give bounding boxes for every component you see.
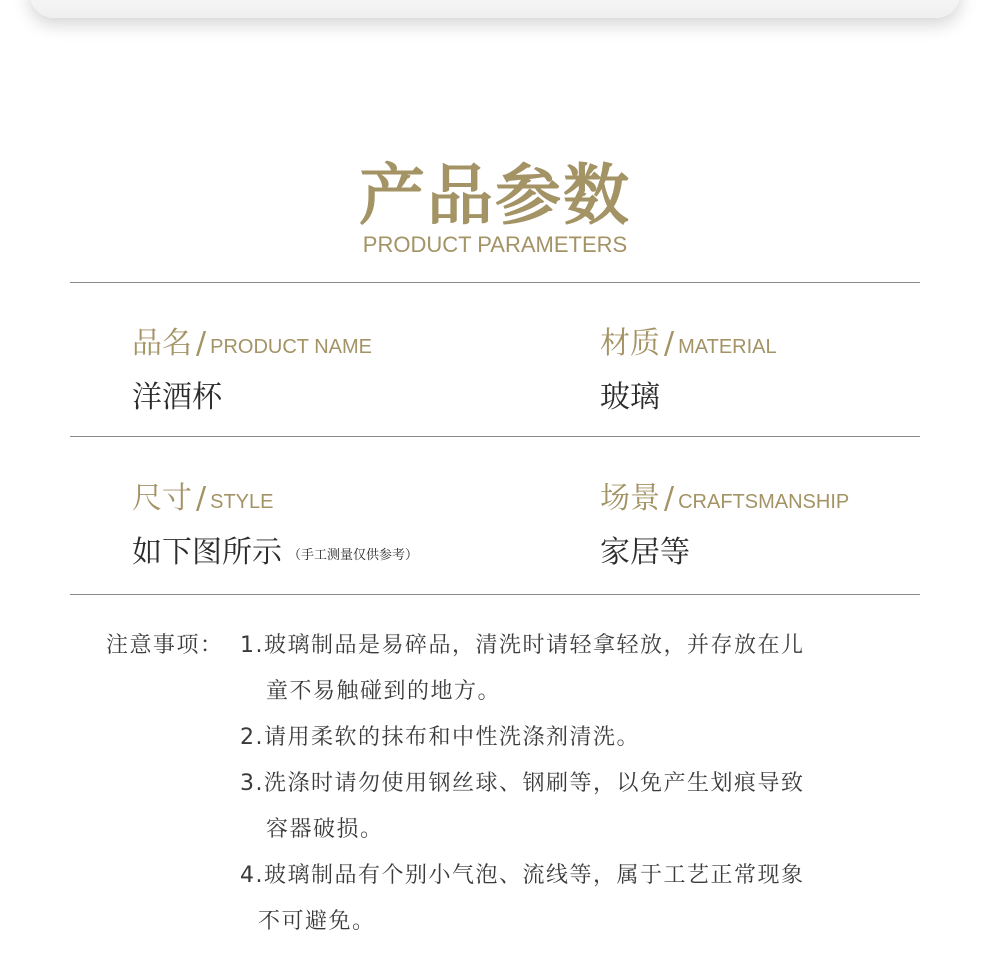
note-line: 4.玻璃制品有个别小气泡、流线等，属于工艺正常现象	[240, 863, 805, 888]
note-line: 3.洗涤时请勿使用钢丝球、钢刷等，以免产生划痕导致	[240, 771, 805, 796]
param-label	[132, 473, 418, 517]
label-en: MATERIAL	[678, 336, 777, 358]
label-cn: 材质	[600, 326, 660, 361]
label-cn: 尺寸	[132, 481, 192, 516]
param-value: 洋酒杯	[132, 380, 222, 415]
note-line: 1.玻璃制品是易碎品，清洗时请轻拿轻放，并存放在儿	[240, 633, 805, 658]
note-line: 2.请用柔软的抹布和中性洗涤剂清洗。	[240, 725, 640, 750]
param-value	[132, 527, 418, 571]
param-label	[132, 318, 372, 362]
label-slash: /	[196, 326, 207, 361]
param-material	[600, 318, 777, 416]
note-line: 童不易触碰到的地方。	[266, 679, 502, 704]
page-title: 产品参数	[359, 157, 631, 234]
param-scene	[600, 473, 849, 571]
top-panel-shadow	[30, 0, 960, 18]
label-en: CRAFTSMANSHIP	[678, 491, 850, 513]
label-en: STYLE	[210, 491, 274, 513]
param-label	[600, 318, 777, 362]
divider-bottom	[70, 594, 920, 595]
param-value: 玻璃	[600, 380, 660, 415]
value-note: （手工测量仅供参考）	[288, 548, 419, 563]
label-cn: 品名	[132, 326, 192, 361]
param-size	[132, 473, 418, 571]
param-product-name	[132, 318, 372, 416]
label-slash: /	[664, 326, 675, 361]
label-slash: /	[196, 481, 207, 516]
param-label	[600, 473, 849, 517]
divider-top	[70, 282, 920, 283]
value-text: 如下图所示	[132, 535, 282, 570]
divider-middle	[70, 436, 920, 437]
note-line: 不可避免。	[258, 909, 376, 934]
label-en: PRODUCT NAME	[210, 336, 372, 358]
notes-heading: 注意事项：	[106, 633, 224, 658]
label-slash: /	[664, 481, 675, 516]
page-subtitle: PRODUCT PARAMETERS	[362, 232, 628, 257]
param-value: 家居等	[600, 535, 690, 570]
label-cn: 场景	[600, 481, 660, 516]
note-line: 容器破损。	[266, 817, 384, 842]
